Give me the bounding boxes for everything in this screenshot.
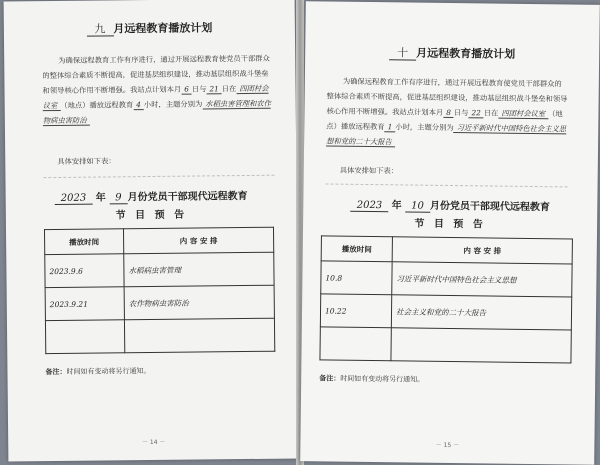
schedule-table [319,235,573,363]
day-2: 22 [468,108,483,118]
header-year: 2023 [351,200,389,212]
page-title [305,43,599,63]
table-row [45,318,274,353]
place-note: （地点）播放远程教育 [326,109,563,132]
col-time-header: 播放时间 [44,229,123,255]
header-title: 月份党员干部现代远程教育 [127,190,248,204]
col-time-header: 播放时间 [321,236,392,262]
day-1: 8 [443,108,454,118]
mid-1: 日与 [191,84,207,94]
program-header [6,186,297,204]
note [45,366,150,377]
place: 四团村会议室 [42,83,269,111]
header-month: 9 [109,192,127,204]
header-subtitle: 节 目 预 告 [115,209,188,222]
header-year: 2023 [55,193,93,205]
row-content: 农作物病虫害防治 [124,285,274,320]
header-year-suffix: 年 [95,192,106,204]
table-header-row [321,236,572,264]
program-header [303,195,597,214]
left-page [4,0,300,462]
mid-2: 日在 [221,84,237,94]
para-end: 小时，主题分别为 [143,99,203,110]
page-number: － 15 － [435,441,460,450]
title-month: 九 [86,22,113,36]
note-label: 备注： [45,367,67,377]
header-subtitle: 节 目 预 告 [414,218,486,231]
topics: 习近平新时代中国特色社会主义思想和党的二十大报告 [326,123,567,147]
place-note: （地点）播放远程教育 [60,100,134,110]
para-start: 为确保远程教育工作有序进行，通过开展远程教育使党员干部群众的整体综合素质不断提高，促进基层组织建设，推动基层组织战斗堡垒和领导核心作用不断增强。我站点计划本月 [42,53,270,96]
schedule-label: 具体安排如下表： [339,165,399,176]
mid-1: 日与 [453,108,469,118]
mid-2: 日在 [483,108,499,118]
page-title [4,18,295,37]
row-date: 2023.9.6 [45,254,124,288]
table-row [321,261,572,297]
row-date [320,327,391,361]
title-text: 月远程教育播放计划 [113,21,213,36]
row-date: 2023.9.21 [45,287,124,321]
header-month: 10 [405,200,430,212]
schedule-table [44,227,275,354]
intro-paragraph [42,51,274,128]
table-row [45,252,274,287]
row-date [45,320,124,354]
row-content [124,318,274,353]
table-row [320,294,571,330]
note-text: 时间如有变动将另行通知。 [340,374,425,384]
divider [326,183,568,187]
col-content-header: 内 容 安 排 [123,227,273,254]
header-year-suffix: 年 [391,200,402,212]
para-end: 小时，主题分别为 [395,122,454,133]
hours: 4 [133,100,144,110]
note-label: 备注： [319,374,341,383]
note-text: 时间如有变动将另行通知。 [66,367,151,376]
topics: 水稻虫害管理和农作物病虫害防治 [42,98,271,126]
note [319,373,424,384]
page-number: － 14 － [141,438,166,447]
row-date: 10.8 [321,261,392,295]
table-row [320,327,571,363]
divider [43,175,274,178]
table-row [45,285,274,320]
row-content: 水稻病虫害管理 [124,252,274,287]
hours: 1 [385,122,396,132]
row-content: 社会主义和党的二十大报告 [391,295,571,330]
right-page [300,1,600,465]
day-1: 6 [181,85,192,95]
col-content-header: 内 容 安 排 [392,237,572,264]
table-header-row [44,227,273,254]
place: 四团村会议室 [498,109,548,120]
row-content [391,328,571,363]
header-title: 月份党员干部现代远程教育 [429,200,550,214]
intro-paragraph [326,73,569,151]
para-start: 为确保远程教育工作有序进行，通过开展远程教育使党员干部群众的整体综合素质不断提高，促进基层组织建设，推动基层组织战斗堡垒和领导核心作用不断增强。我站点计划本月 [326,76,568,117]
row-content: 习近平新时代中国特色社会主义思想 [392,262,572,297]
row-date: 10.22 [320,294,391,328]
schedule-label: 具体安排如下表： [57,156,116,166]
title-text: 月远程教育播放计划 [416,46,516,61]
title-month: 十 [389,46,416,60]
day-2: 21 [206,84,221,94]
